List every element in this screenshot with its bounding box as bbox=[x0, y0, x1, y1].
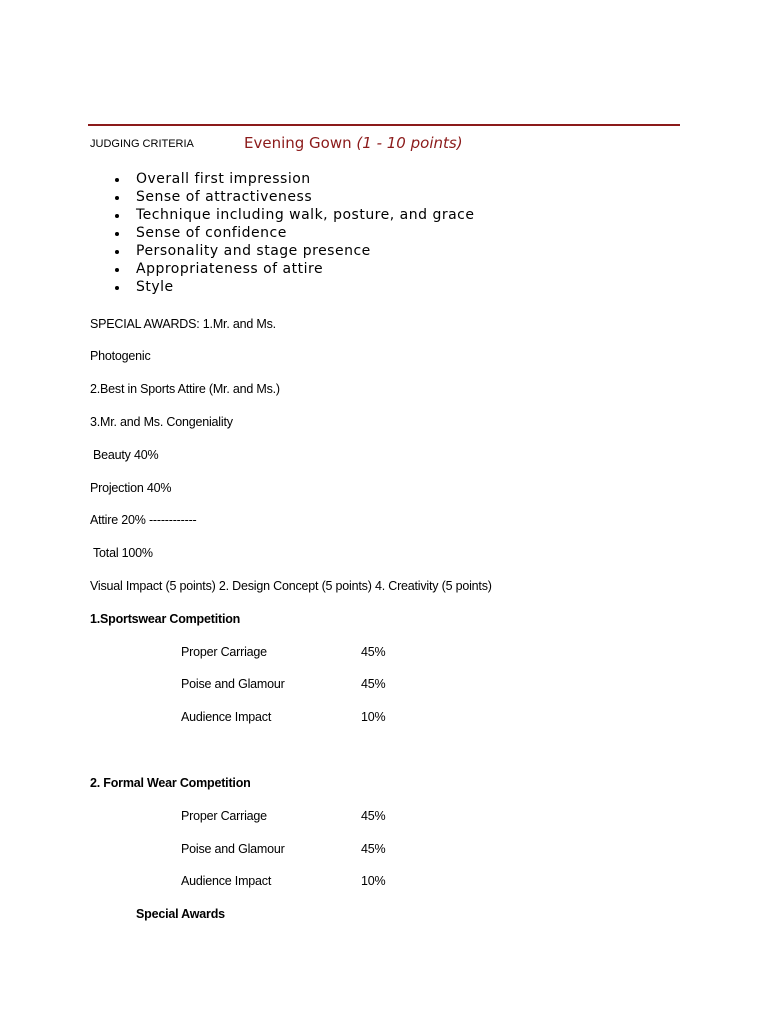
formal-row-pct: 10% bbox=[361, 874, 386, 888]
sportswear-row-name: Proper Carriage bbox=[181, 645, 267, 659]
list-item: Personality and stage presence bbox=[108, 242, 474, 260]
special-awards-line: SPECIAL AWARDS: 1.Mr. and Ms. bbox=[90, 317, 276, 331]
list-item: Style bbox=[108, 278, 474, 296]
special-awards-footer: Special Awards bbox=[136, 907, 225, 921]
section-title bbox=[244, 133, 463, 153]
sportswear-row-name: Poise and Glamour bbox=[181, 677, 285, 691]
total-line: Total 100% bbox=[93, 546, 153, 560]
title-points: (1 - 10 points) bbox=[356, 134, 463, 152]
list-item: Sense of attractiveness bbox=[108, 188, 474, 206]
list-item: Technique including walk, posture, and grace bbox=[108, 206, 474, 224]
beauty-line: Beauty 40% bbox=[93, 448, 159, 462]
projection-line: Projection 40% bbox=[90, 481, 172, 495]
photogenic-line: Photogenic bbox=[90, 349, 151, 363]
sportswear-row-name: Audience Impact bbox=[181, 710, 272, 724]
header-divider bbox=[88, 124, 680, 126]
formal-row-name: Proper Carriage bbox=[181, 809, 267, 823]
list-item: Overall first impression bbox=[108, 170, 474, 188]
formal-row-name: Poise and Glamour bbox=[181, 842, 285, 856]
formal-row-pct: 45% bbox=[361, 809, 386, 823]
list-item: Appropriateness of attire bbox=[108, 260, 474, 278]
title-main: Evening Gown bbox=[244, 134, 352, 152]
sportswear-row-pct: 10% bbox=[361, 710, 386, 724]
formal-row-name: Audience Impact bbox=[181, 874, 272, 888]
sportswear-row-pct: 45% bbox=[361, 645, 386, 659]
criteria-list bbox=[108, 170, 474, 296]
list-item: Sense of confidence bbox=[108, 224, 474, 242]
visual-impact-line: Visual Impact (5 points) 2. Design Concept (5 points) 4. Creativity (5 points) bbox=[90, 579, 492, 593]
sportswear-heading: 1.Sportswear Competition bbox=[90, 612, 241, 626]
sportswear-row-pct: 45% bbox=[361, 677, 386, 691]
award-2-line: 2.Best in Sports Attire (Mr. and Ms.) bbox=[90, 382, 280, 396]
formal-wear-heading: 2. Formal Wear Competition bbox=[90, 776, 251, 790]
formal-row-pct: 45% bbox=[361, 842, 386, 856]
award-3-line: 3.Mr. and Ms. Congeniality bbox=[90, 415, 233, 429]
judging-criteria-label: JUDGING CRITERIA bbox=[90, 138, 194, 150]
attire-line: Attire 20% ------------ bbox=[90, 513, 197, 527]
